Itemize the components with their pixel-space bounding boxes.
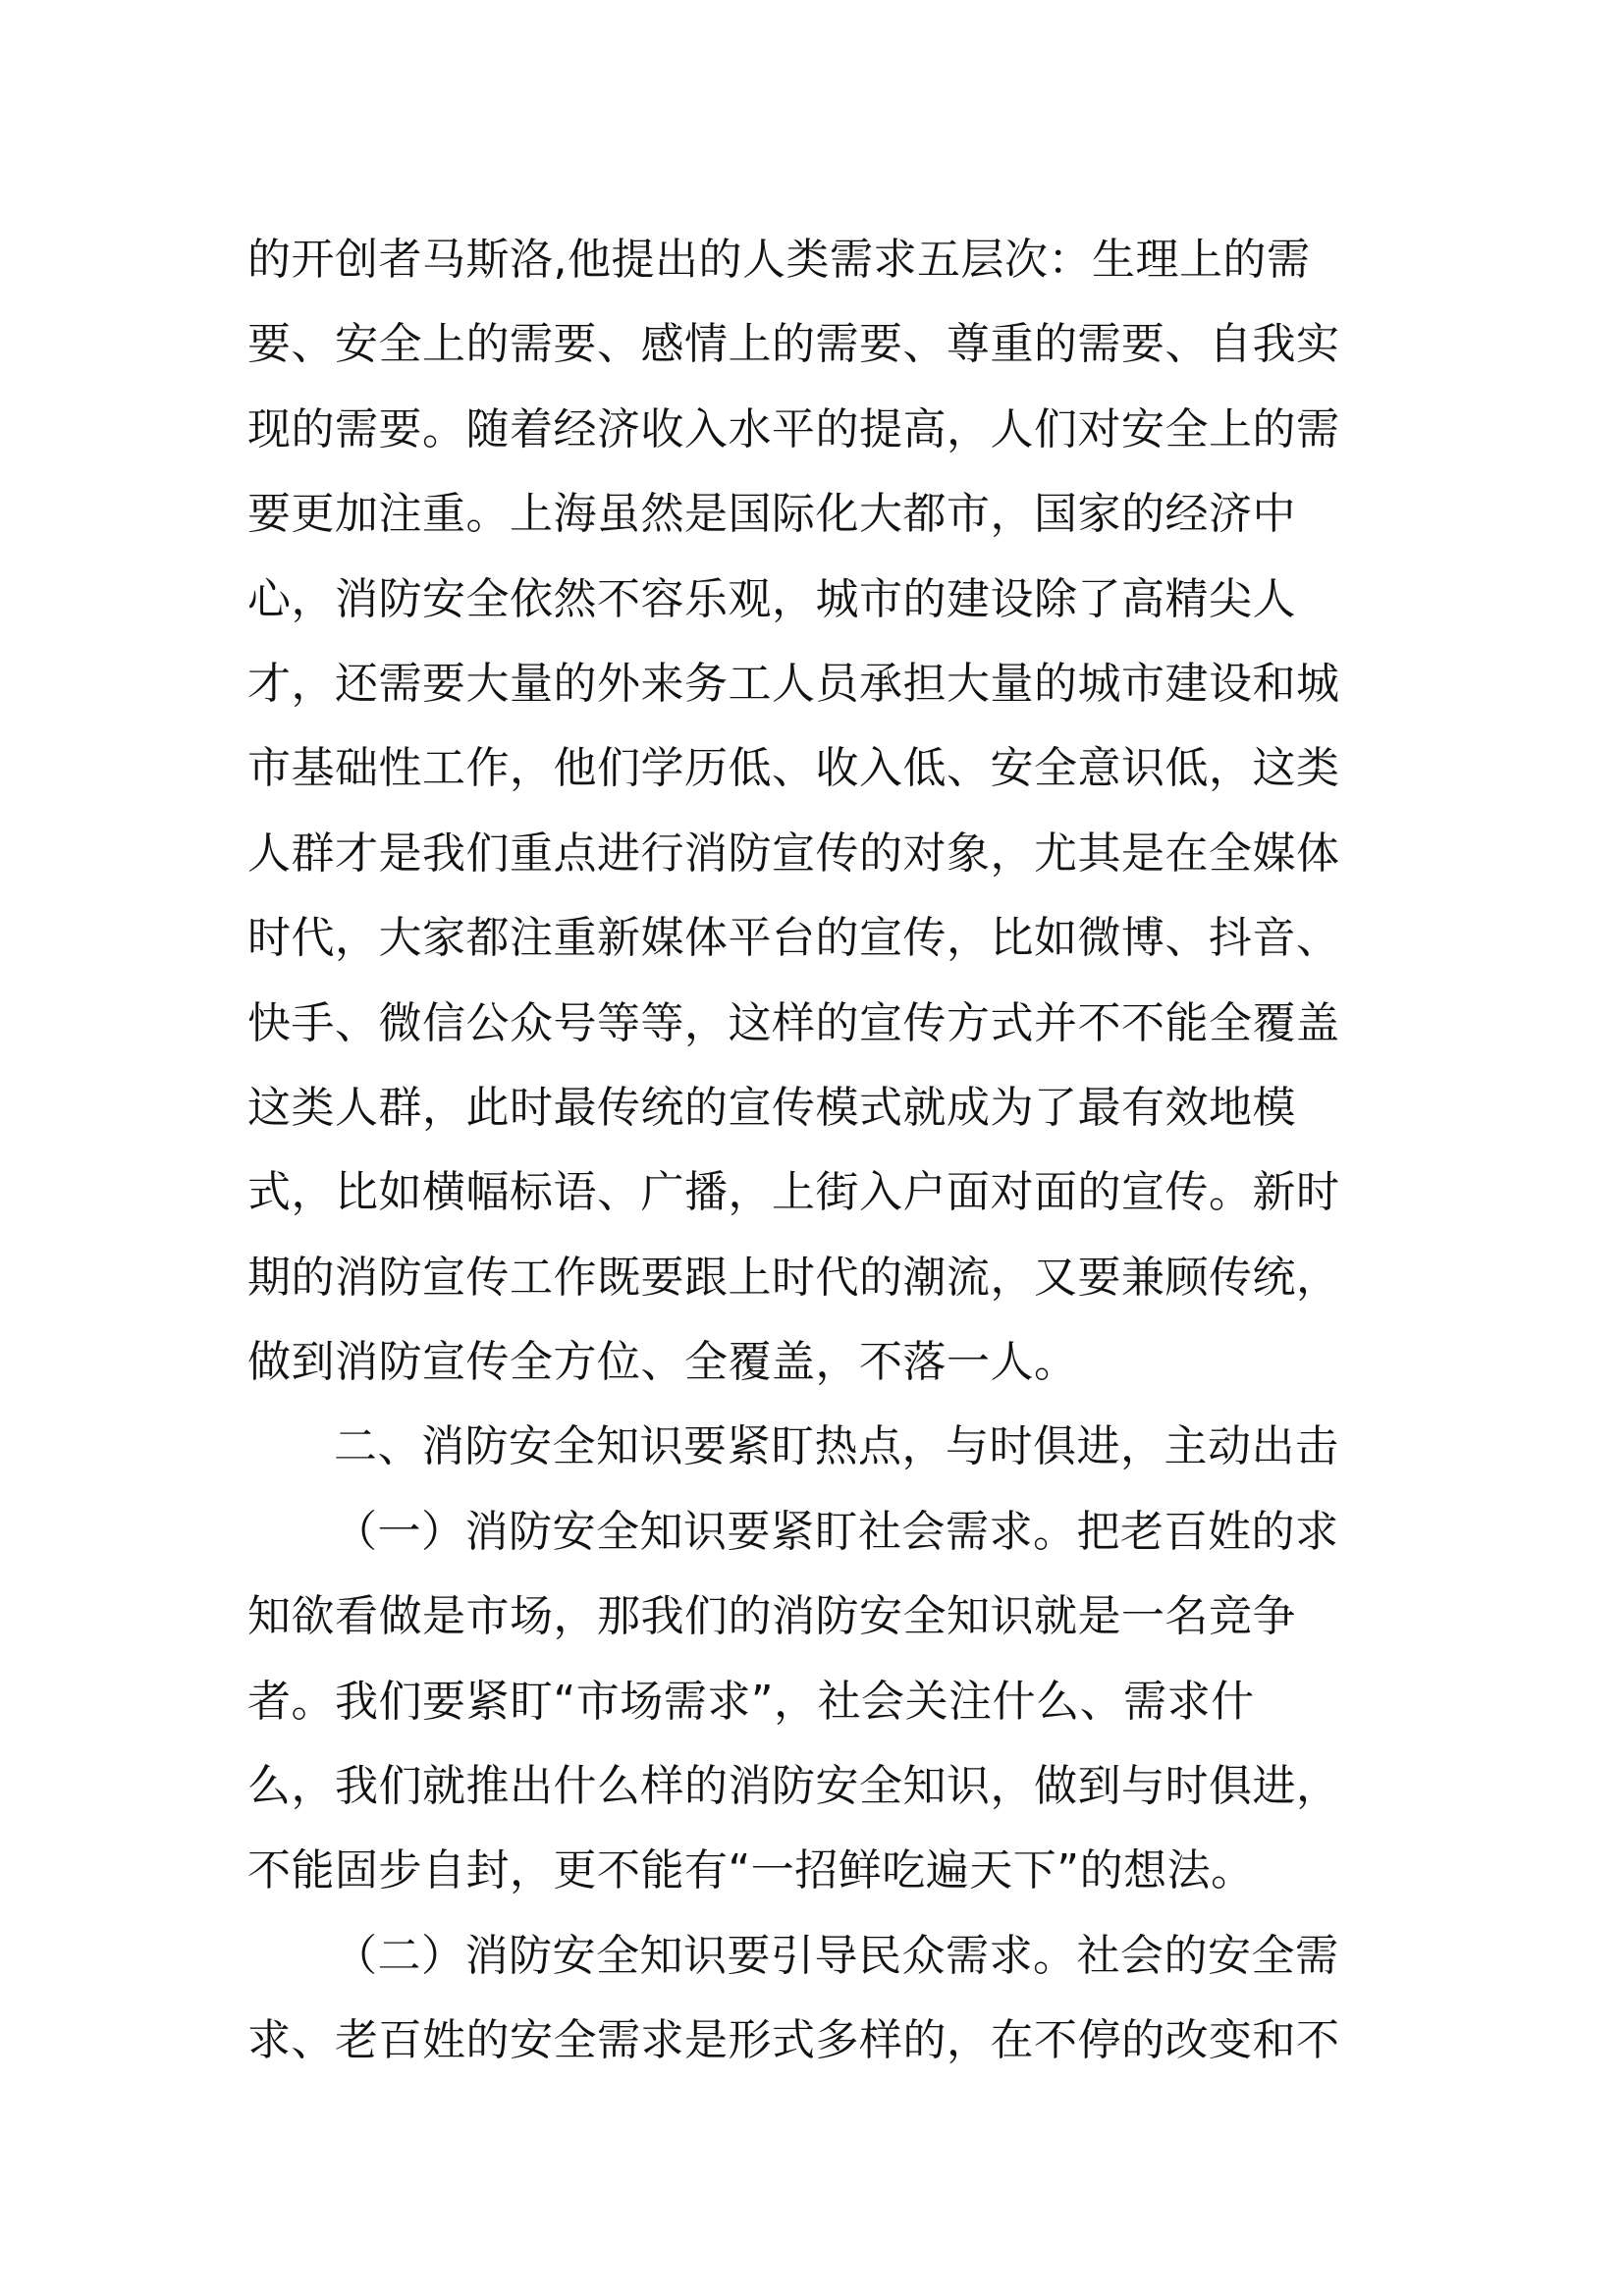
text-line: 这类人群，此时最传统的宣传模式就成为了最有效地模 — [247, 1082, 1296, 1133]
text-line: 人群才是我们重点进行消防宣传的对象，尤其是在全媒体 — [247, 828, 1340, 879]
text-line: 知欲看做是市场，那我们的消防安全知识就是一名竞争 — [247, 1591, 1296, 1642]
text-line: 期的消防宣传工作既要跟上时代的潮流，又要兼顾传统， — [247, 1252, 1340, 1303]
text-line: 现的需要。随着经济收入水平的提高，人们对安全上的需 — [247, 403, 1340, 454]
text-line: 时代，大家都注重新媒体平台的宣传，比如微博、抖音、 — [247, 913, 1340, 964]
text-line: 式，比如横幅标语、广播，上街入户面对面的宣传。新时 — [247, 1167, 1340, 1218]
subsection-paragraph-start: （一）消防安全知识要紧盯社会需求。把老百姓的求 — [334, 1506, 1339, 1557]
text-line: 求、老百姓的安全需求是形式多样的，在不停的改变和不 — [247, 2015, 1340, 2066]
text-line: 的开创者马斯洛,他提出的人类需求五层次：生理上的需 — [247, 235, 1311, 285]
text-line: 快手、微信公众号等等，这样的宣传方式并不不能全覆盖 — [247, 997, 1340, 1048]
text-line: 么，我们就推出什么样的消防安全知识，做到与时俱进， — [247, 1761, 1340, 1812]
text-line: 不能固步自封，更不能有“一招鲜吃遍天下”的想法。 — [247, 1845, 1255, 1896]
text-line: 做到消防宣传全方位、全覆盖，不落一人。 — [247, 1337, 1078, 1388]
document-body — [247, 218, 1386, 2084]
text-line: 者。我们要紧盯“市场需求”，社会关注什么、需求什 — [247, 1676, 1255, 1727]
text-line: 市基础性工作，他们学历低、收入低、安全意识低，这类 — [247, 743, 1340, 794]
subsection-paragraph-start: （二）消防安全知识要引导民众需求。社会的安全需 — [334, 1930, 1339, 1981]
text-line: 要更加注重。上海虽然是国际化大都市，国家的经济中 — [247, 489, 1296, 540]
text-line: 要、安全上的需要、感情上的需要、尊重的需要、自我实 — [247, 319, 1340, 370]
text-line: 才，还需要大量的外来务工人员承担大量的城市建设和城 — [247, 658, 1340, 709]
section-heading: 二、消防安全知识要紧盯热点，与时俱进，主动出击 — [334, 1421, 1339, 1472]
text-line: 心，消防安全依然不容乐观，城市的建设除了高精尖人 — [247, 573, 1296, 624]
